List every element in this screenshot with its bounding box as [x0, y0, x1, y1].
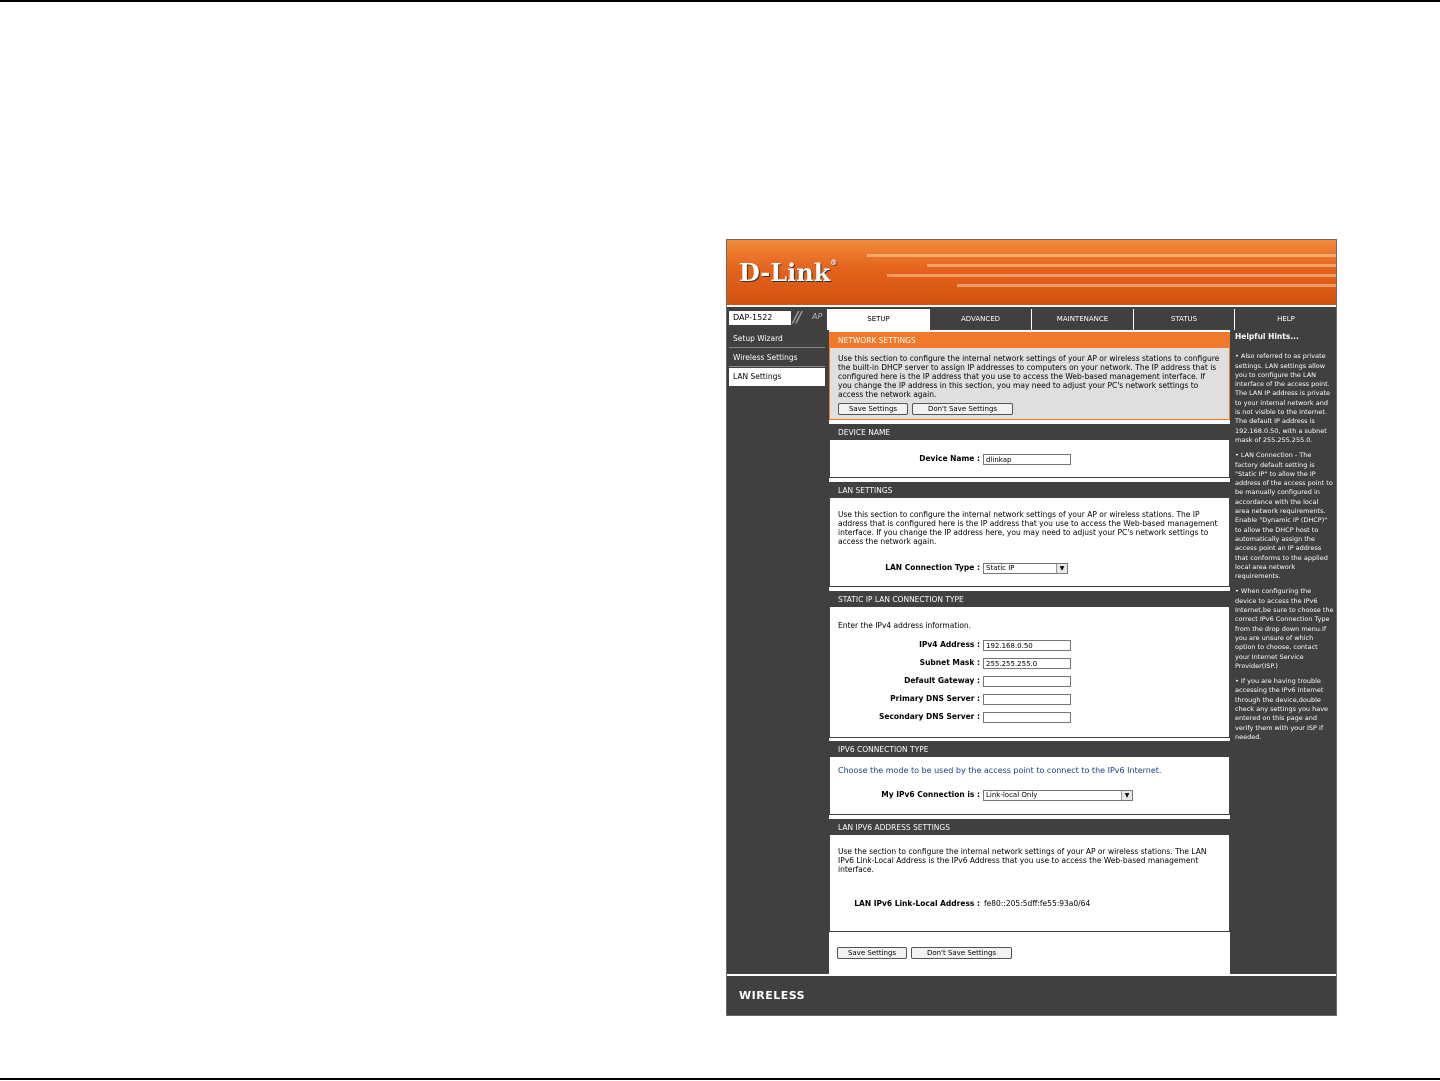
- brand-banner: [727, 240, 1336, 305]
- section-intro: Enter the IPv4 address information.: [838, 621, 972, 630]
- footer-bar: [727, 974, 1336, 1016]
- hint-item: • LAN Connection - The factory default setting is "Static IP" to allow the IP address of the access point to be manually configured in accordance with the local area network requirements. Enable "Dynamic IP (DHCP)" to allow the DHCP host to automatically assign the access point an IP address that conforms to the applied local area network requirements.: [1235, 451, 1333, 581]
- section-description: Use the section to configure the internal network settings of your AP or wireless stations. The LAN IPv6 Link-Local Address is the IPv6 Address that you use to access the Web-based management interface.: [838, 847, 1207, 874]
- section-header: NETWORK SETTINGS: [830, 333, 1229, 348]
- hints-title: Helpful Hints...: [1235, 332, 1299, 341]
- static-ip-section: [829, 591, 1230, 738]
- ipv6-connection-section: [829, 741, 1230, 815]
- model-label: DAP-1522: [729, 311, 791, 325]
- dlink-logo: D-Link®: [739, 258, 838, 287]
- mode-label: AP: [812, 312, 823, 321]
- tab-advanced[interactable]: ADVANCED: [929, 309, 1031, 330]
- save-button-bottom[interactable]: Save Settings: [837, 947, 907, 959]
- sidebar-item-lan-settings[interactable]: LAN Settings: [729, 368, 825, 386]
- ipv6-connection-select[interactable]: Link-local Only ▼: [983, 790, 1133, 801]
- device-name-field[interactable]: dlinkap: [983, 454, 1071, 465]
- section-description: Use this section to configure the internal network settings of your AP or wireless stations. The IP address that is configured here is the IP address that you use to access the Web-based management interface. If you change the IP address here, you may need to adjust your PC's network settings to access the network again.: [838, 510, 1218, 546]
- page-bottom-rule: [0, 1078, 1440, 1080]
- sidebar-item-setup-wizard[interactable]: Setup Wizard: [729, 330, 825, 348]
- dont-save-button[interactable]: Don't Save Settings: [912, 403, 1013, 415]
- tab-setup[interactable]: SETUP: [827, 309, 929, 330]
- tab-help[interactable]: HELP: [1234, 309, 1337, 330]
- ipv4-address-field[interactable]: 192.168.0.50: [983, 640, 1071, 651]
- sidebar-item-wireless-settings[interactable]: Wireless Settings: [729, 349, 825, 367]
- tab-status[interactable]: STATUS: [1133, 309, 1234, 330]
- page-top-rule: [0, 0, 1440, 2]
- wireless-label: WIRELESS: [739, 989, 806, 1002]
- device-name-label: Device Name :: [919, 454, 980, 463]
- lan-settings-section: [829, 482, 1230, 587]
- lan-connection-type-label: LAN Connection Type :: [885, 563, 980, 572]
- network-settings-section: [829, 332, 1230, 420]
- section-intro: Choose the mode to be used by the access point to connect to the IPv6 Internet.: [838, 766, 1162, 775]
- lan-ipv6-section: [829, 819, 1230, 932]
- hint-item: • If you are having trouble accessing the IPv6 Internet through the device,double check any settings you have entered on this page and verify them with your ISP if needed.: [1235, 677, 1329, 741]
- dont-save-button-bottom[interactable]: Don't Save Settings: [911, 947, 1012, 959]
- hint-item: • When configuring the device to access the IPv6 Internet,be sure to choose the correct IPv6 Connection Type from the drop down menu.If you are unsure of which option to choose, contact your Internet Service Provider(ISP.): [1235, 587, 1334, 670]
- section-description: Use this section to configure the internal network settings of your AP or wireless stations to configure the built-in DHCP server to assign IP addresses to computers on your network. The IP address that is configured here is the IP address that you use to access the Web-based management interface. If you change the IP address in this section, you may need to adjust your PC's network settings to access the network again.: [838, 354, 1220, 399]
- section-header: STATIC IP LAN CONNECTION TYPE: [830, 592, 1229, 607]
- device-name-section: [829, 424, 1230, 478]
- sidebar: [727, 330, 827, 387]
- tab-maintenance[interactable]: MAINTENANCE: [1031, 309, 1133, 330]
- router-admin-screenshot: [726, 239, 1337, 1016]
- section-header: LAN SETTINGS: [830, 483, 1229, 498]
- secondary-dns-field[interactable]: [983, 712, 1071, 723]
- save-button[interactable]: Save Settings: [838, 403, 908, 415]
- chevron-down-icon: ▼: [1121, 791, 1132, 800]
- top-nav: [727, 305, 1336, 330]
- chevron-down-icon: ▼: [1056, 564, 1067, 573]
- helpful-hints-panel: [1233, 330, 1336, 974]
- hint-item: • Also referred to as private settings. LAN settings allow you to configure the LAN interface of the access point. The LAN IP address is private to your internal network and is not visible to the Internet. The default IP address is 192.168.0.50, with a subnet mask of 255.255.255.0.: [1235, 352, 1331, 444]
- section-header: IPV6 CONNECTION TYPE: [830, 742, 1229, 757]
- lan-connection-type-select[interactable]: Static IP ▼: [983, 563, 1068, 574]
- section-header: DEVICE NAME: [830, 425, 1229, 440]
- link-local-value: fe80::205:5dff:fe55:93a0/64: [984, 899, 1091, 908]
- divider-slash-icon: //: [793, 308, 800, 326]
- link-local-label: LAN IPv6 Link-Local Address :: [854, 899, 980, 908]
- main-content: [829, 330, 1230, 974]
- subnet-mask-label: Subnet Mask :: [919, 658, 980, 667]
- section-header: LAN IPV6 ADDRESS SETTINGS: [830, 820, 1229, 835]
- secondary-dns-label: Secondary DNS Server :: [878, 712, 980, 721]
- primary-dns-field[interactable]: [983, 694, 1071, 705]
- subnet-mask-field[interactable]: 255.255.255.0: [983, 658, 1071, 669]
- primary-dns-label: Primary DNS Server :: [890, 694, 980, 703]
- ipv6-connection-label: My IPv6 Connection is :: [881, 790, 980, 799]
- ipv4-address-label: IPv4 Address :: [919, 640, 980, 649]
- default-gateway-field[interactable]: [983, 676, 1071, 687]
- default-gateway-label: Default Gateway :: [904, 676, 980, 685]
